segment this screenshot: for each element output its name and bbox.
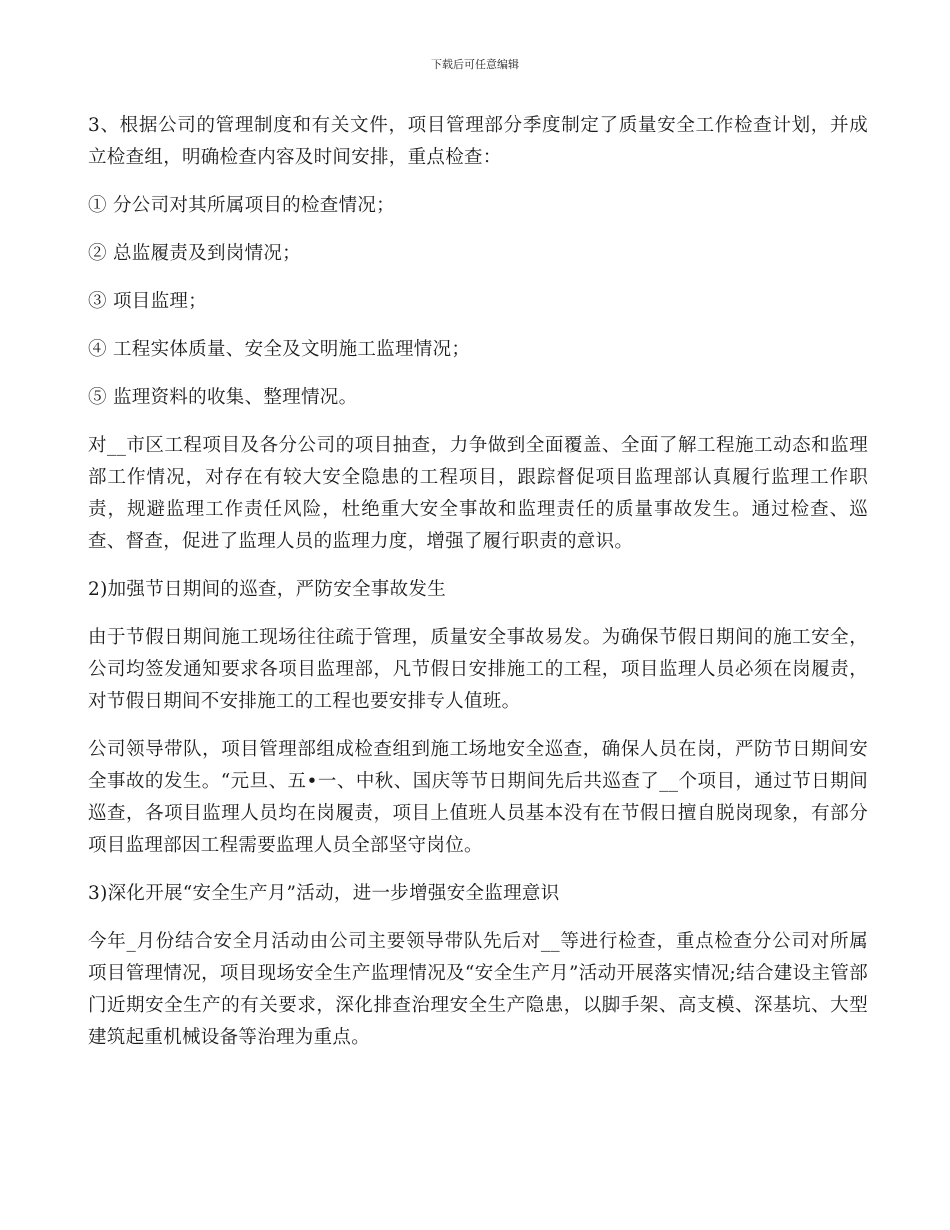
list-item-3: ③ 项目监理； [88,291,207,312]
paragraph-spot-check: 对__市区工程项目及各分公司的项目抽查，力争做到全面覆盖、全面了解工程施工动态和监理部工作情况，对存在有较大安全隐患的工程项目，跟踪督促项目监理部认真履行监理工作职责，规避监理工作责任风险，杜绝重大安全事故和监理责任的质量事故发生。通过检查、巡查、督查，促进了监理人员的监理力度，增强了履行职责的意识。 [88,435,868,552]
list-item-4: ④ 工程实体质量、安全及文明施工监理情况； [88,339,471,360]
paragraph-safety-month: 今年_月份结合安全月活动由公司主要领导带队先后对__等进行检查，重点检查分公司对所属项目管理情况，项目现场安全生产监理情况及“安全生产月”活动开展落实情况;结合建设主管部门近期安全生产的有关要求，深化排查治理安全生产隐患，以脚手架、高支模、深基坑、大型建筑起重机械设备等治理为重点。 [88,931,868,1048]
paragraph-inspection-plan: 3、根据公司的管理制度和有关文件，项目管理部分季度制定了质量安全工作检查计划，并成立检查组，明确检查内容及时间安排，重点检查： [88,115,868,168]
list-item-5: ⑤ 监理资料的收集、整理情况。 [88,387,358,408]
paragraph-holiday-safety: 由于节假日期间施工现场往往疏于管理，质量安全事故易发。为确保节假日期间的施工安全，公司均签发通知要求各项目监理部，凡节假日安排施工的工程，项目监理人员必须在岗履责，对节假日期间不安排施工的工程也要安排专人值班。 [88,627,868,712]
document-body [88,110,868,1070]
list-item-2: ② 总监履责及到岗情况； [88,243,301,264]
section-heading-safety-month: 3)深化开展“安全生产月”活动，进一步增强安全监理意识 [88,883,560,904]
list-item-1: ① 分公司对其所属项目的检查情况； [88,195,395,216]
paragraph-leadership-inspection: 公司领导带队，项目管理部组成检查组到施工场地安全巡查，确保人员在岗，严防节日期间安全事故的发生。“元旦、五•一、中秋、国庆等节日期间先后共巡查了__个项目，通过节日期间巡查，各项目监理人员均在岗履责，项目上值班人员基本没有在节假日擅自脱岗现象，有部分项目监理部因工程需要监理人员全部坚守岗位。 [88,739,868,856]
page-header: 下载后可任意编辑 [431,58,519,71]
section-heading-holiday: 2)加强节日期间的巡查，严防安全事故发生 [88,579,446,600]
